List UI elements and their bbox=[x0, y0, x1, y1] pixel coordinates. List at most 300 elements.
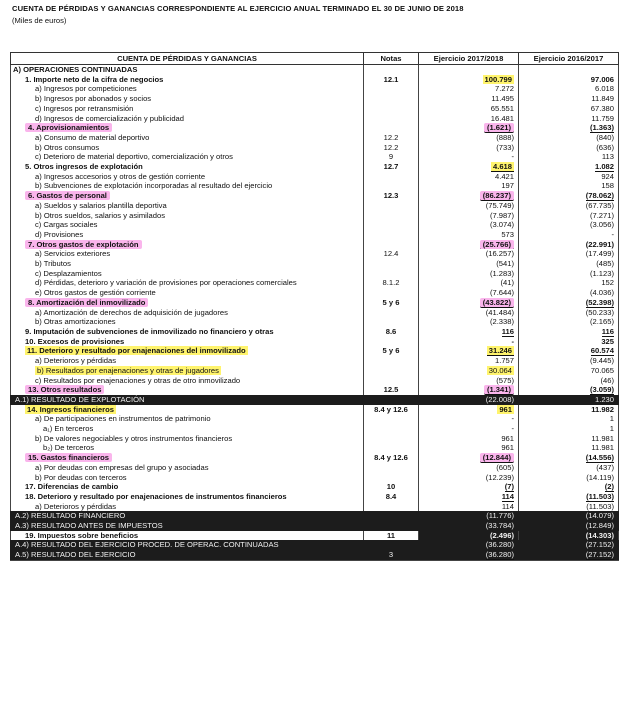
cell-text: c) Deterioro de material deportivo, comercialización y otros bbox=[35, 152, 233, 162]
cell-label bbox=[11, 191, 364, 201]
cell-text: A) OPERACIONES CONTINUADAS bbox=[13, 65, 138, 74]
cell-a bbox=[419, 337, 519, 347]
cell-b bbox=[519, 337, 619, 347]
cell-b bbox=[519, 123, 619, 133]
cell-text: - bbox=[511, 414, 514, 424]
table-row bbox=[11, 346, 619, 356]
cell-text: e) Otros gastos de gestión corriente bbox=[35, 288, 156, 298]
cell-text: (485) bbox=[596, 259, 614, 269]
cell-b bbox=[519, 94, 619, 104]
cell-a bbox=[419, 473, 519, 483]
cell-b bbox=[519, 492, 619, 502]
cell-b bbox=[519, 376, 619, 386]
table-row bbox=[11, 152, 619, 162]
cell-text: (12.239) bbox=[485, 472, 514, 482]
cell-notes bbox=[364, 463, 419, 473]
table-row bbox=[11, 220, 619, 230]
cell-notes bbox=[364, 162, 419, 172]
cell-text: 5 y 6 bbox=[382, 346, 400, 356]
cell-b bbox=[519, 172, 619, 182]
cell-text: (3.056) bbox=[589, 220, 614, 230]
cell-a bbox=[419, 211, 519, 221]
cell-text: (1.341) bbox=[484, 385, 514, 395]
cell-a bbox=[419, 550, 519, 560]
cell-a bbox=[419, 172, 519, 182]
cell-text: (1.363) bbox=[589, 123, 614, 133]
table-row bbox=[11, 366, 619, 376]
cell-text: 11.981 bbox=[591, 433, 614, 443]
cell-label bbox=[11, 201, 364, 211]
table-row bbox=[11, 75, 619, 85]
cell-text: b) Por deudas con terceros bbox=[35, 472, 127, 482]
cell-label bbox=[11, 298, 364, 308]
cell-text: 70.065 bbox=[590, 365, 614, 375]
cell-text: a) Deterioros y pérdidas bbox=[35, 356, 117, 366]
cell-a bbox=[419, 502, 519, 512]
cell-label bbox=[11, 540, 364, 550]
cell-b bbox=[519, 65, 619, 75]
cell-text: 197 bbox=[501, 181, 514, 191]
cell-text: - bbox=[511, 336, 514, 346]
table-row bbox=[11, 443, 619, 453]
cell-notes bbox=[364, 337, 419, 347]
cell-text: a) Sueldos y salarios plantilla deportiva bbox=[35, 200, 167, 210]
cell-b bbox=[519, 104, 619, 114]
cell-label bbox=[11, 230, 364, 240]
cell-text: (11.776) bbox=[486, 511, 514, 521]
cell-text: (22.008) bbox=[485, 394, 514, 404]
cell-a bbox=[419, 482, 519, 492]
cell-a bbox=[419, 317, 519, 327]
cell-a bbox=[419, 123, 519, 133]
cell-b bbox=[519, 230, 619, 240]
cell-text: 19. Impuestos sobre beneficios bbox=[25, 530, 139, 540]
cell-notes bbox=[364, 220, 419, 230]
cell-text: 11.759 bbox=[591, 113, 614, 123]
table-row bbox=[11, 531, 619, 541]
cell-notes bbox=[364, 327, 419, 337]
cell-text: (888) bbox=[496, 132, 514, 142]
document-title: CUENTA DE PÉRDIDAS Y GANANCIAS CORRESPONDIENTE AL EJERCICIO ANUAL TERMINADO EL 30 DE JUNIO DE 2018 bbox=[12, 4, 464, 13]
cell-label bbox=[11, 356, 364, 366]
cell-text: 961 bbox=[501, 443, 514, 453]
cell-text: (636) bbox=[596, 142, 614, 152]
cell-notes bbox=[364, 288, 419, 298]
cell-text: 16.481 bbox=[490, 113, 514, 123]
cell-notes bbox=[364, 317, 419, 327]
cell-b bbox=[519, 395, 619, 405]
cell-text: (4.036) bbox=[589, 288, 614, 298]
cell-label bbox=[11, 473, 364, 483]
cell-text: 9 bbox=[388, 152, 394, 162]
cell-text: 6. Gastos de personal bbox=[25, 191, 110, 200]
table-row bbox=[11, 84, 619, 94]
cell-a bbox=[419, 152, 519, 162]
cell-notes bbox=[364, 104, 419, 114]
cell-b bbox=[519, 181, 619, 191]
cell-b bbox=[519, 191, 619, 201]
cell-text: b) Resultados por enajenaciones y otras de jugadores bbox=[37, 365, 219, 375]
cell-b bbox=[519, 152, 619, 162]
cell-notes bbox=[364, 201, 419, 211]
cell-text: 113 bbox=[601, 152, 614, 162]
cell-text: b₂) De terceros bbox=[43, 443, 95, 453]
cell-notes bbox=[364, 511, 419, 521]
cell-text: d) Ingresos de comercialización y publicidad bbox=[35, 113, 184, 123]
cell-text: (14.303) bbox=[585, 530, 614, 540]
cell-text: 14. Ingresos financieros bbox=[27, 404, 114, 414]
cell-b bbox=[519, 259, 619, 269]
cell-b bbox=[519, 133, 619, 143]
cell-a bbox=[419, 366, 519, 376]
cell-text: (605) bbox=[496, 462, 514, 472]
cell-text: d) Provisiones bbox=[35, 229, 84, 239]
cell-a bbox=[419, 395, 519, 405]
cell-label bbox=[11, 346, 364, 356]
cell-label bbox=[11, 385, 364, 395]
cell-notes bbox=[364, 230, 419, 240]
cell-b bbox=[519, 540, 619, 550]
cell-notes bbox=[364, 181, 419, 191]
table-row bbox=[11, 191, 619, 201]
cell-notes bbox=[364, 346, 419, 356]
cell-text: 1 bbox=[609, 424, 614, 434]
cell-text: 8.4 y 12.6 bbox=[374, 453, 408, 463]
cell-text: b) Tributos bbox=[35, 259, 71, 269]
income-statement-table bbox=[10, 52, 619, 561]
cell-text: 1.230 bbox=[594, 394, 614, 404]
cell-label bbox=[11, 114, 364, 124]
cell-label bbox=[11, 327, 364, 337]
cell-text: 573 bbox=[501, 229, 514, 239]
cell-text: 67.380 bbox=[590, 103, 614, 113]
cell-notes bbox=[364, 191, 419, 201]
cell-label bbox=[11, 123, 364, 133]
cell-text: 5. Otros ingresos de explotación bbox=[25, 162, 143, 172]
table-row bbox=[11, 269, 619, 279]
cell-text: 961 bbox=[501, 433, 514, 443]
cell-text: (27.152) bbox=[585, 550, 614, 560]
cell-label bbox=[11, 502, 364, 512]
cell-text: 11.982 bbox=[591, 404, 614, 414]
cell-text: (3.059) bbox=[589, 385, 614, 395]
cell-text: a) De participaciones en instrumentos de patrimonio bbox=[35, 414, 211, 424]
cell-text: (14.556) bbox=[585, 453, 614, 463]
cell-b bbox=[519, 531, 619, 541]
cell-text: (41) bbox=[500, 278, 514, 288]
cell-text: 1. Importe neto de la cifra de negocios bbox=[25, 74, 164, 84]
cell-b bbox=[519, 502, 619, 512]
cell-text: (22.991) bbox=[585, 239, 614, 249]
cell-notes bbox=[364, 308, 419, 318]
cell-notes bbox=[364, 152, 419, 162]
cell-b bbox=[519, 143, 619, 153]
cell-text: (12.849) bbox=[585, 521, 614, 531]
cell-label bbox=[11, 376, 364, 386]
cell-b bbox=[519, 278, 619, 288]
cell-a bbox=[419, 75, 519, 85]
table-row bbox=[11, 162, 619, 172]
cell-label bbox=[11, 337, 364, 347]
cell-b bbox=[519, 511, 619, 521]
cell-text: (12.844) bbox=[480, 453, 514, 463]
cell-a bbox=[419, 405, 519, 415]
cell-a bbox=[419, 414, 519, 424]
table-row bbox=[11, 376, 619, 386]
cell-text: (25.766) bbox=[480, 240, 514, 250]
cell-b bbox=[519, 162, 619, 172]
table-row bbox=[11, 463, 619, 473]
table-row bbox=[11, 123, 619, 133]
cell-label bbox=[11, 104, 364, 114]
cell-text: 11 bbox=[386, 530, 396, 540]
cell-text: c) Cargas sociales bbox=[35, 220, 98, 230]
cell-text: (86.237) bbox=[480, 191, 514, 201]
cell-label bbox=[11, 434, 364, 444]
cell-text: - bbox=[511, 152, 514, 162]
cell-text: c) Desplazamientos bbox=[35, 268, 102, 278]
cell-notes bbox=[364, 453, 419, 463]
cell-a bbox=[419, 521, 519, 531]
cell-label bbox=[11, 75, 364, 85]
cell-b bbox=[519, 298, 619, 308]
cell-notes bbox=[364, 84, 419, 94]
cell-text: c) Resultados por enajenaciones y otras de otro inmovilizado bbox=[35, 375, 241, 385]
cell-text: A.2) RESULTADO FINANCIERO bbox=[15, 511, 126, 521]
table-body bbox=[11, 65, 619, 561]
table-row bbox=[11, 453, 619, 463]
cell-text: (75.749) bbox=[485, 200, 514, 210]
cell-label bbox=[11, 94, 364, 104]
cell-b bbox=[519, 317, 619, 327]
cell-b bbox=[519, 220, 619, 230]
cell-notes bbox=[364, 249, 419, 259]
cell-text: c) Ingresos por retransmisión bbox=[35, 103, 134, 113]
cell-text: (7.644) bbox=[489, 288, 514, 298]
cell-a bbox=[419, 463, 519, 473]
cell-text: 11.849 bbox=[591, 94, 614, 104]
cell-a bbox=[419, 249, 519, 259]
cell-b bbox=[519, 327, 619, 337]
cell-label bbox=[11, 162, 364, 172]
table-row bbox=[11, 395, 619, 405]
cell-text: (437) bbox=[596, 462, 614, 472]
table-row bbox=[11, 94, 619, 104]
table-row bbox=[11, 230, 619, 240]
cell-notes bbox=[364, 259, 419, 269]
table-row bbox=[11, 133, 619, 143]
cell-text: (50.233) bbox=[585, 307, 614, 317]
cell-text: 60.574 bbox=[590, 346, 614, 356]
cell-text: 13. Otros resultados bbox=[25, 385, 104, 394]
table-row bbox=[11, 211, 619, 221]
cell-a bbox=[419, 531, 519, 541]
cell-b bbox=[519, 366, 619, 376]
cell-text: b) Otras amortizaciones bbox=[35, 317, 116, 327]
table-row bbox=[11, 405, 619, 415]
cell-b bbox=[519, 308, 619, 318]
cell-label bbox=[11, 453, 364, 463]
cell-text: a) Consumo de material deportivo bbox=[35, 132, 150, 142]
cell-a bbox=[419, 65, 519, 75]
cell-text: 97.006 bbox=[590, 74, 614, 84]
cell-a bbox=[419, 434, 519, 444]
cell-text: 1.757 bbox=[494, 356, 514, 366]
cell-notes bbox=[364, 405, 419, 415]
cell-text: (2.165) bbox=[589, 317, 614, 327]
cell-label bbox=[11, 288, 364, 298]
cell-text: (2.496) bbox=[489, 530, 514, 540]
cell-text: a₁) En terceros bbox=[43, 424, 94, 434]
table-row bbox=[11, 492, 619, 502]
cell-notes bbox=[364, 531, 419, 541]
cell-a bbox=[419, 376, 519, 386]
cell-text: 8.4 y 12.6 bbox=[374, 404, 408, 414]
cell-a bbox=[419, 269, 519, 279]
cell-a bbox=[419, 104, 519, 114]
cell-text: - bbox=[511, 424, 514, 434]
cell-label bbox=[11, 220, 364, 230]
cell-text: b) Ingresos por abonados y socios bbox=[35, 94, 152, 104]
cell-text: 4. Aprovisionamientos bbox=[25, 123, 112, 132]
table-row bbox=[11, 259, 619, 269]
cell-notes bbox=[364, 434, 419, 444]
cell-text: (67.735) bbox=[585, 200, 614, 210]
table-row bbox=[11, 434, 619, 444]
cell-notes bbox=[364, 473, 419, 483]
cell-a bbox=[419, 424, 519, 434]
table-row bbox=[11, 317, 619, 327]
cell-text: 11. Deterioro y resultado por enajenaciones del inmovilizado bbox=[27, 346, 246, 356]
cell-text: b) Otros consumos bbox=[35, 142, 100, 152]
cell-b bbox=[519, 75, 619, 85]
cell-text: 6.018 bbox=[594, 84, 614, 94]
table-row bbox=[11, 550, 619, 560]
cell-notes bbox=[364, 376, 419, 386]
cell-a bbox=[419, 220, 519, 230]
cell-text: (1.621) bbox=[484, 123, 514, 133]
cell-label bbox=[11, 152, 364, 162]
table-row bbox=[11, 278, 619, 288]
cell-b bbox=[519, 356, 619, 366]
cell-text: 17. Diferencias de cambio bbox=[25, 482, 119, 492]
cell-label bbox=[11, 269, 364, 279]
cell-b bbox=[519, 434, 619, 444]
cell-notes bbox=[364, 123, 419, 133]
cell-text: b) Otros sueldos, salarios y asimilados bbox=[35, 210, 165, 220]
cell-text: 30.064 bbox=[488, 365, 512, 375]
cell-b bbox=[519, 240, 619, 250]
cell-text: 100.799 bbox=[484, 74, 512, 84]
cell-b bbox=[519, 249, 619, 259]
table-row bbox=[11, 143, 619, 153]
cell-text: 31.246 bbox=[488, 346, 512, 356]
cell-notes bbox=[364, 114, 419, 124]
header-label: CUENTA DE PÉRDIDAS Y GANANCIAS bbox=[11, 53, 364, 65]
cell-b bbox=[519, 521, 619, 531]
cell-text: 12.3 bbox=[383, 191, 399, 201]
cell-text: (7.987) bbox=[489, 210, 514, 220]
cell-label bbox=[11, 395, 364, 405]
cell-text: 114 bbox=[501, 501, 514, 511]
cell-a bbox=[419, 191, 519, 201]
cell-label bbox=[11, 278, 364, 288]
cell-label bbox=[11, 492, 364, 502]
table-row bbox=[11, 521, 619, 531]
cell-label bbox=[11, 414, 364, 424]
cell-a bbox=[419, 540, 519, 550]
cell-a bbox=[419, 327, 519, 337]
cell-text: (36.280) bbox=[485, 540, 514, 550]
cell-label bbox=[11, 65, 364, 75]
cell-a bbox=[419, 181, 519, 191]
cell-a bbox=[419, 511, 519, 521]
cell-notes bbox=[364, 366, 419, 376]
cell-text: 12.1 bbox=[383, 74, 399, 84]
cell-text: (575) bbox=[496, 375, 514, 385]
cell-text: 8.4 bbox=[385, 491, 397, 501]
cell-notes bbox=[364, 211, 419, 221]
cell-text: (11.503) bbox=[586, 501, 614, 511]
cell-notes bbox=[364, 143, 419, 153]
cell-notes bbox=[364, 94, 419, 104]
cell-label bbox=[11, 511, 364, 521]
cell-text: (840) bbox=[596, 132, 614, 142]
cell-text: 18. Deterioro y resultado por enajenaciones de instrumentos financieros bbox=[25, 491, 287, 501]
cell-label bbox=[11, 405, 364, 415]
cell-text: 924 bbox=[601, 171, 614, 181]
cell-a bbox=[419, 346, 519, 356]
cell-a bbox=[419, 201, 519, 211]
cell-a bbox=[419, 162, 519, 172]
cell-b bbox=[519, 84, 619, 94]
cell-a bbox=[419, 143, 519, 153]
table-row bbox=[11, 249, 619, 259]
cell-notes bbox=[364, 75, 419, 85]
cell-a bbox=[419, 84, 519, 94]
cell-text: b) Subvenciones de explotación incorporadas al resultado del ejercicio bbox=[35, 181, 273, 191]
cell-a bbox=[419, 259, 519, 269]
cell-text: 158 bbox=[601, 181, 614, 191]
table-row bbox=[11, 337, 619, 347]
cell-notes bbox=[364, 482, 419, 492]
cell-b bbox=[519, 114, 619, 124]
cell-text: 11.495 bbox=[491, 94, 514, 104]
cell-text: a) Deterioros y pérdidas bbox=[35, 501, 117, 511]
table-row bbox=[11, 502, 619, 512]
table-row bbox=[11, 104, 619, 114]
cell-a bbox=[419, 114, 519, 124]
cell-text: (733) bbox=[496, 142, 514, 152]
cell-label bbox=[11, 463, 364, 473]
cell-text: 65.551 bbox=[490, 103, 514, 113]
table-row bbox=[11, 424, 619, 434]
cell-text: (541) bbox=[496, 259, 514, 269]
cell-b bbox=[519, 482, 619, 492]
cell-label bbox=[11, 84, 364, 94]
cell-text: A.1) RESULTADO DE EXPLOTACIÓN bbox=[15, 394, 145, 404]
cell-label bbox=[11, 550, 364, 560]
cell-text: a) Ingresos accesorios y otros de gestión corriente bbox=[35, 171, 206, 181]
cell-text: A.4) RESULTADO DEL EJERCICIO PROCED. DE OPERAC. CONTINUADAS bbox=[15, 540, 279, 550]
cell-a bbox=[419, 298, 519, 308]
cell-notes bbox=[364, 278, 419, 288]
document-subtitle: (Miles de euros) bbox=[12, 16, 67, 25]
cell-text: (16.257) bbox=[485, 249, 514, 259]
cell-text: (52.398) bbox=[585, 297, 614, 307]
cell-text: 12.5 bbox=[383, 385, 399, 395]
cell-text: 11.981 bbox=[591, 443, 614, 453]
